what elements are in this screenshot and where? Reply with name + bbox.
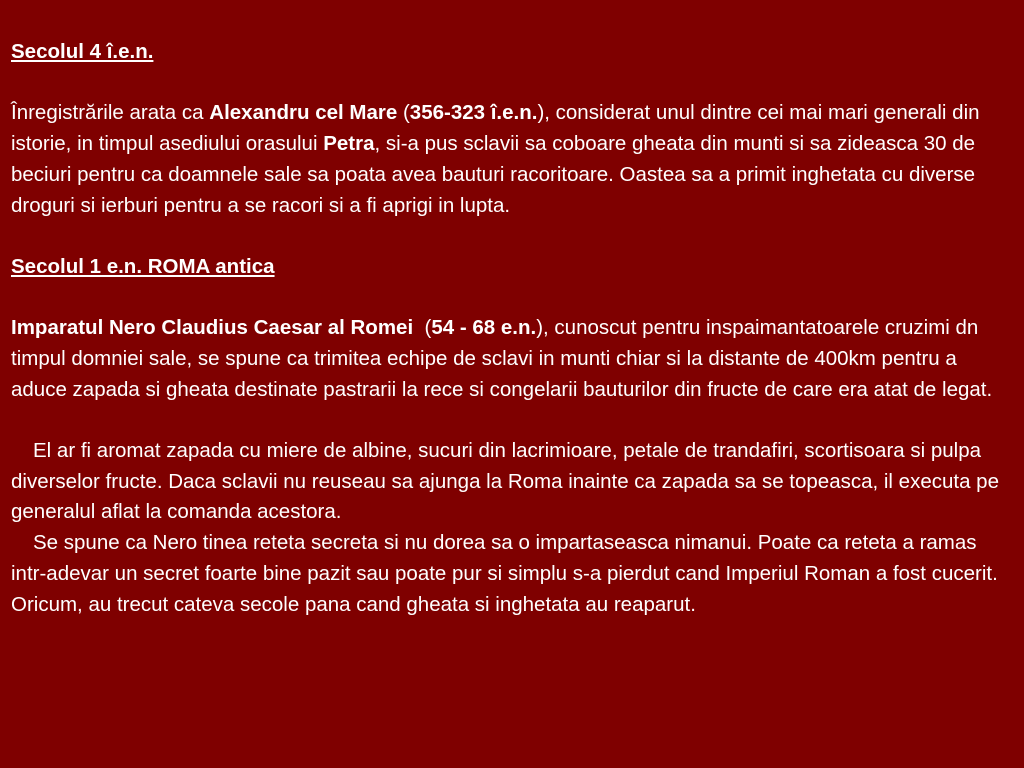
paragraph-secret-recipe xyxy=(11,528,1017,620)
paragraph-flavoring xyxy=(11,436,1017,528)
spacer xyxy=(11,283,1017,314)
text: ), considerat unul dintre cei mai mari generali din istorie, in timpul asediului orasului xyxy=(11,101,980,156)
slide-content xyxy=(11,37,1017,620)
paragraph-nero xyxy=(11,313,1017,405)
section-heading-4th-century: Secolul 4 î.e.n. xyxy=(11,40,154,63)
text: Înregistrările arata ca xyxy=(11,101,210,125)
bold-name-nero: Imparatul Nero Claudius Caesar al Romei xyxy=(11,316,414,340)
bold-dates-nero: 54 - 68 e.n. xyxy=(431,316,537,340)
text: El ar fi aromat zapada cu miere de albine, sucuri din lacrimioare, petale de trandafiri, scortisoara si pulpa diverselor fructe. Daca sclavii nu reuseau sa ajunga la Roma inainte ca zapada sa se topeasca, il executa pe generalul aflat la comanda acestora. xyxy=(11,439,999,524)
section-heading-1st-century: Secolul 1 e.n. ROMA antica xyxy=(11,254,275,278)
bold-place-petra: Petra xyxy=(323,132,375,156)
text: ( xyxy=(397,101,410,125)
text: Se spune ca Nero tinea reteta secreta si nu dorea sa o impartaseasca nimanui. Poate ca reteta a ramas intr-adevar un secret foarte bine pazit sau poate pur si simplu s-a pierdut cand Imperiul Roman a fost cucerit. Oricum, au trecut cateva secole pana cand gheata si inghetata au reaparut. xyxy=(11,531,998,616)
spacer xyxy=(11,221,1017,252)
paragraph-alexander xyxy=(11,98,1017,221)
spacer xyxy=(11,68,1017,99)
text: ), cunoscut pentru inspaimantatoarele cruzimi dn timpul domniei sale, se spune ca trimitea echipe de sclavi in munti chiar si la distante de 400km pentru a aduce zapada si gheata destinate pastrarii la rece si congelarii bauturilor din fructe de care era atat de legat. xyxy=(11,316,993,401)
spacer xyxy=(11,405,1017,436)
text: , si-a pus sclavii sa coboare gheata din munti si sa zideasca 30 de beciuri pentru ca doamnele sale sa poata avea bauturi racoritoare. Oastea sa a primit inghetata cu diverse droguri si ierburi pentru a se racori si a fi aprigi in lupta. xyxy=(11,132,976,217)
bold-name-alexander: Alexandru cel Mare xyxy=(209,101,398,125)
text: ( xyxy=(413,316,432,340)
bold-dates-alexander: 356-323 î.e.n. xyxy=(409,101,538,125)
